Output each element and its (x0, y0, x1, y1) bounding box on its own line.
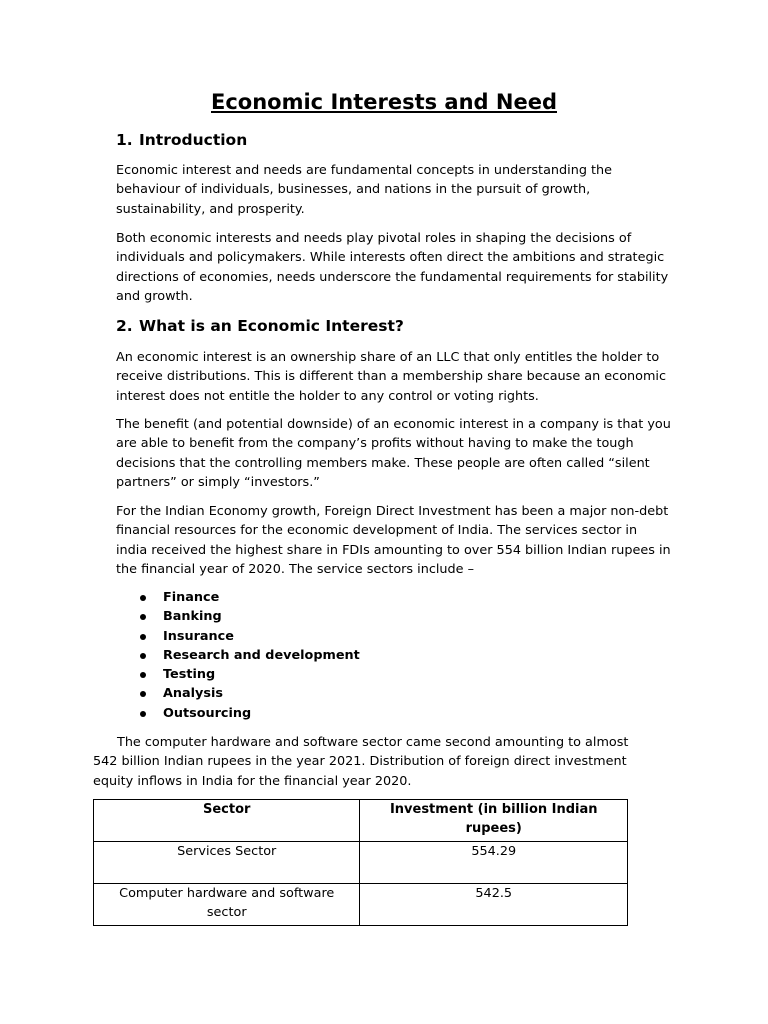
table-row (94, 884, 628, 926)
list-item (140, 704, 360, 723)
section-title: Introduction (139, 131, 248, 149)
paragraph: For the Indian Economy growth, Foreign Direct Investment has been a major non-debt financial resources for the economic development of India. The services sector in india received the highest share in FDIs amounting to over 554 billion Indian rupees in the financial year of 2020. The service sectors include – (116, 504, 671, 577)
service-sectors-list (140, 588, 360, 723)
list-item-label: Outsourcing (163, 705, 252, 721)
bullet-dot-icon (140, 653, 146, 659)
section-heading-introduction (116, 129, 247, 151)
list-item (140, 627, 360, 646)
list-item-label: Insurance (163, 628, 234, 644)
table-row (94, 842, 628, 884)
table-cell: Computer hardware and software sector (94, 884, 360, 926)
list-item-label: Finance (163, 590, 220, 605)
table-cell: Services Sector (94, 842, 360, 884)
list-item (140, 684, 360, 703)
table-cell: 554.29 (360, 842, 628, 884)
table-header-cell: Investment (in billion Indian rupees) (360, 800, 628, 842)
document-title: Economic Interests and Need (211, 90, 557, 114)
bullet-dot-icon (140, 614, 146, 620)
section-number: 1. (116, 131, 133, 149)
bullet-dot-icon (140, 711, 146, 717)
fdi-table (93, 799, 628, 926)
list-item-label: Analysis (163, 686, 223, 702)
list-item (140, 588, 360, 607)
paragraph: Both economic interests and needs play pivotal roles in shaping the decisions of individuals and policymakers. While interests often direct the ambitions and strategic directions of economies, needs underscore the fundamental requirements for stability and growth. (116, 231, 669, 304)
bullet-dot-icon (140, 634, 146, 640)
bullet-dot-icon (140, 672, 146, 678)
section-number: 2. (116, 317, 133, 335)
section-title: What is an Economic Interest? (139, 317, 404, 335)
list-item-label: Research and development (163, 647, 360, 663)
paragraph: Economic interest and needs are fundamental concepts in understanding the behaviour of individuals, businesses, and nations in the pursuit of growth, sustainability, and prosperity. (116, 163, 613, 217)
bullet-dot-icon (140, 691, 146, 697)
bullet-dot-icon (140, 595, 146, 601)
list-item (140, 607, 360, 626)
list-item-label: Banking (163, 609, 222, 625)
paragraph: The computer hardware and software sector came second amounting to almost 542 billion Indian rupees in the year 2021. Distribution of foreign direct investment equity inflows in India for the financial year 2020. (93, 735, 629, 789)
list-item (140, 646, 360, 665)
table-header-cell: Sector (94, 800, 360, 842)
list-item-label: Testing (163, 667, 216, 683)
paragraph: The benefit (and potential downside) of an economic interest in a company is that you are able to benefit from the company’s profits without having to make the tough decisions that the controlling members make. These people are often called “silent partners” or simply “investors.” (116, 417, 671, 490)
section-heading-economic-interest (116, 315, 404, 337)
table-cell: 542.5 (360, 884, 628, 926)
list-item (140, 665, 360, 684)
table-header-row (94, 800, 628, 842)
paragraph: An economic interest is an ownership share of an LLC that only entitles the holder to receive distributions. This is different than a membership share because an economic interest does not entitle the holder to any control or voting rights. (116, 350, 667, 404)
